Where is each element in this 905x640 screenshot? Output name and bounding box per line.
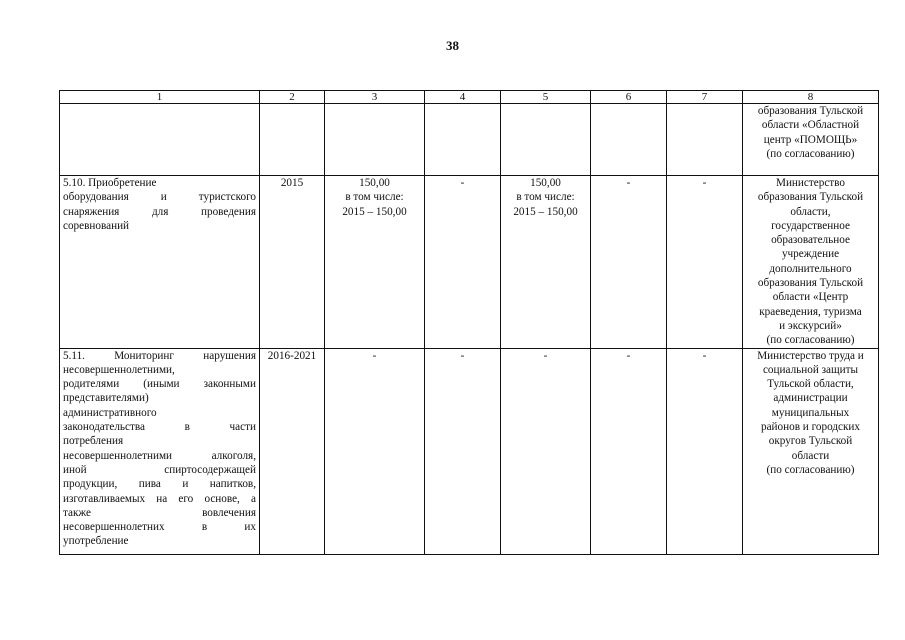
- cell-line: округов Тульской: [768, 435, 853, 448]
- cell-line: потребления: [63, 435, 124, 448]
- column-header: 8: [743, 91, 879, 104]
- cell-line: дополнительного: [769, 262, 852, 275]
- period-cell: 2015: [260, 176, 325, 349]
- cell-line: области: [791, 449, 830, 462]
- cell-line: муниципальных: [771, 406, 850, 419]
- column-header: 4: [425, 91, 501, 104]
- cell-line: представителями): [63, 392, 149, 405]
- cell-line: Министерство труда и: [757, 349, 864, 362]
- cell-line: государственное: [771, 219, 850, 232]
- table-row: [60, 348, 879, 554]
- cell-line: 2015 – 150,00: [513, 205, 578, 218]
- regional-budget-cell: [501, 176, 591, 349]
- cell-line: -: [372, 349, 377, 362]
- cell-line: администрации: [773, 392, 848, 405]
- cell-line: законодательства в части: [63, 421, 256, 434]
- cell-line: области,: [790, 205, 831, 218]
- cell-line: (по согласованию): [766, 463, 855, 476]
- cell-line: в том числе:: [516, 191, 575, 204]
- cell-line: употребление: [63, 535, 129, 548]
- local-budget-cell: -: [591, 348, 667, 554]
- other-sources-cell: -: [667, 176, 743, 349]
- cell-line: в том числе:: [345, 191, 404, 204]
- cell-line: соревнований: [63, 219, 130, 232]
- page-number: 38: [446, 38, 459, 53]
- total-funding-cell: [325, 104, 425, 176]
- total-funding-cell: [325, 176, 425, 349]
- cell-line: области «Областной: [761, 119, 860, 132]
- cell-line: образовательное: [771, 234, 850, 247]
- cell-line: также вовлечения: [63, 506, 256, 519]
- cell-line: области «Центр: [772, 291, 849, 304]
- cell-line: несовершеннолетними алкоголя,: [63, 449, 256, 462]
- table-row: [60, 176, 879, 349]
- cell-line: и экскурсий»: [779, 319, 842, 332]
- cell-line: родителями (иными законными: [63, 378, 256, 391]
- other-sources-cell: -: [667, 348, 743, 554]
- cell-line: оборудования и туристского: [63, 191, 256, 204]
- cell-line: административного: [63, 406, 157, 419]
- table-row: [60, 104, 879, 176]
- cell-line: -: [543, 349, 548, 362]
- cell-line: 2015 – 150,00: [342, 205, 407, 218]
- column-header: 3: [325, 91, 425, 104]
- cell-line: (по согласованию): [766, 334, 855, 347]
- cell-line: краеведения, туризма: [759, 305, 862, 318]
- column-header: 5: [501, 91, 591, 104]
- cell-line: образования Тульской: [757, 277, 864, 290]
- column-header: 6: [591, 91, 667, 104]
- cell-line: центр «ПОМОЩЬ»: [763, 133, 858, 146]
- cell-line: несовершеннолетними,: [63, 363, 175, 376]
- cell-line: несовершеннолетних в их: [63, 521, 256, 534]
- period-cell: [260, 104, 325, 176]
- cell-line: Тульской области,: [767, 378, 854, 391]
- column-header: 7: [667, 91, 743, 104]
- regional-budget-cell: [501, 348, 591, 554]
- local-budget-cell: -: [591, 176, 667, 349]
- measure-name-cell: [60, 104, 260, 176]
- cell-line: 150,00: [530, 177, 561, 189]
- period-cell: 2016-2021: [260, 348, 325, 554]
- cell-line: изготавливаемых на его основе, а: [63, 492, 256, 505]
- cell-line: 5.10. Приобретение: [63, 177, 157, 189]
- local-budget-cell: [591, 104, 667, 176]
- federal-budget-cell: [425, 104, 501, 176]
- cell-line: образования Тульской: [757, 191, 864, 204]
- cell-line: продукции, пива и напитков,: [63, 478, 256, 491]
- cell-line: районов и городских: [760, 421, 861, 434]
- measure-name-cell: [60, 348, 260, 554]
- cell-line: (по согласованию): [766, 147, 855, 160]
- regional-budget-cell: [501, 104, 591, 176]
- federal-budget-cell: -: [425, 348, 501, 554]
- cell-line: Министерство: [776, 177, 845, 189]
- measures-table: [59, 90, 879, 555]
- responsible-executor-cell: [743, 348, 879, 554]
- other-sources-cell: [667, 104, 743, 176]
- column-header: 2: [260, 91, 325, 104]
- cell-line: 5.11. Мониторинг нарушения: [63, 349, 256, 362]
- cell-line: 150,00: [359, 177, 390, 189]
- measure-name-cell: [60, 176, 260, 349]
- responsible-executor-cell: [743, 176, 879, 349]
- column-header: 1: [60, 91, 260, 104]
- cell-line: снаряжения для проведения: [63, 205, 256, 218]
- responsible-executor-cell: [743, 104, 879, 176]
- total-funding-cell: [325, 348, 425, 554]
- federal-budget-cell: -: [425, 176, 501, 349]
- cell-line: образования Тульской: [757, 105, 864, 117]
- table-header-row: [60, 91, 879, 104]
- cell-line: учреждение: [781, 248, 840, 261]
- cell-line: иной спиртосодержащей: [63, 463, 256, 476]
- cell-line: социальной защиты: [762, 363, 859, 376]
